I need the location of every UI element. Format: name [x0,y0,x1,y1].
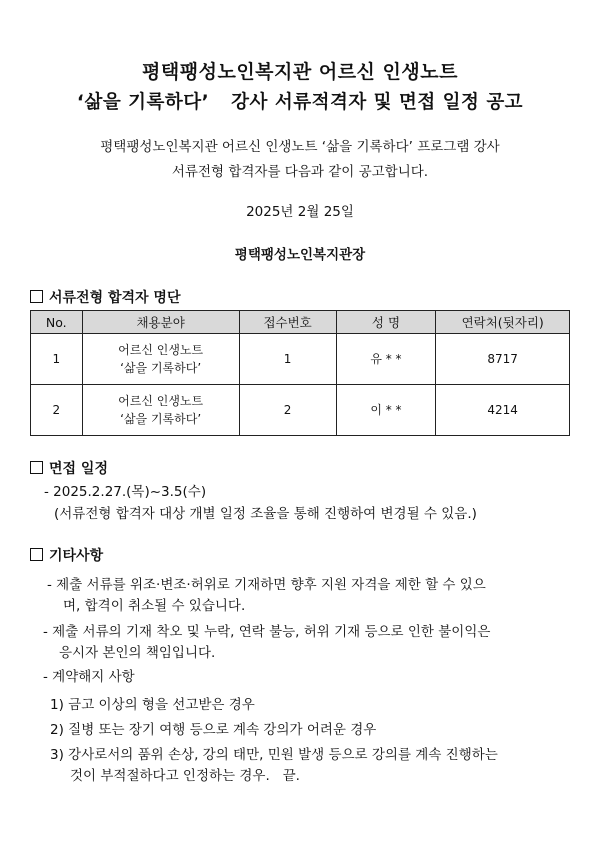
notice-item-responsibility [43,622,577,664]
interview-schedule: - 2025.2.27.(목)~3.5(수) [44,484,207,500]
field-line-1: 어르신 인생노트 [118,343,204,357]
notice-line [50,766,576,787]
cell-phone: 8717 [436,334,570,385]
passers-table [30,310,570,436]
col-field: 채용분야 [82,311,239,334]
cell-receipt: 1 [239,334,336,385]
table-row [31,385,570,436]
section-heading-text: 서류전형 합격자 명단 [49,290,181,306]
notice-item-forgery [47,575,577,617]
cell-field [82,334,239,385]
termination-case-1: 1) 금고 이상의 형을 선고받은 경우 [50,697,255,713]
field-line-2: ‘삶을 기록하다’ [120,412,202,426]
field-line-2: ‘삶을 기록하다’ [120,361,202,375]
organization-signature: 평택팽성노인복지관장 [234,247,366,263]
program-name-quote: ‘삶을 기록하다’ [76,92,210,113]
table-header-row [31,311,570,334]
cell-name: 유 * * [336,334,436,385]
cell-no: 2 [31,385,83,436]
col-phone: 연락처(뒷자리) [436,311,570,334]
title-announcement: 강사 서류적격자 및 면접 일정 공고 [231,92,524,113]
cell-receipt: 2 [239,385,336,436]
checkbox-square-icon [30,461,43,474]
col-receipt: 접수번호 [239,311,336,334]
termination-case-2: 2) 질병 또는 장기 여행 등으로 계속 강의가 어려운 경우 [50,722,377,738]
cell-phone: 4214 [436,385,570,436]
cell-name: 이 * * [336,385,436,436]
title-line-1: 평택팽성노인복지관 어르신 인생노트 [142,61,458,83]
section-heading-other [30,545,103,565]
checkbox-square-icon [30,290,43,303]
title-line-2 [0,88,600,114]
cell-no: 1 [31,334,83,385]
end-mark: 끝. [282,768,300,784]
notice-line: 3) 강사로서의 품위 손상, 강의 태만, 민원 발생 등으로 강의를 계속 진행하는 [50,747,498,763]
section-heading-interview [30,458,108,478]
table-row [31,334,570,385]
col-name: 성 명 [336,311,436,334]
intro-line-1: 평택팽성노인복지관 어르신 인생노트 ‘삶을 기록하다’ 프로그램 강사 [100,139,500,155]
field-line-1: 어르신 인생노트 [118,394,204,408]
col-no: No. [31,311,83,334]
notice-line: - 제출 서류를 위조·변조·허위로 기재하면 향후 지원 자격을 제한 할 수 있으 [47,577,486,593]
notice-line: 응시자 본인의 책임입니다. [59,645,216,661]
interview-note: (서류전형 합격자 대상 개별 일정 조율을 통해 진행하여 변경될 수 있음.) [54,506,477,522]
announcement-date: 2025년 2월 25일 [246,204,354,220]
notice-line: - 제출 서류의 기재 착오 및 누락, 연락 불능, 허위 기재 등으로 인한 불이익은 [43,624,491,640]
notice-item-termination: - 계약해지 사항 [43,669,135,685]
intro-line-2: 서류전형 합격자를 다음과 같이 공고합니다. [171,164,429,180]
section-heading-passers [30,287,180,307]
termination-case-3 [50,745,576,787]
section-heading-text: 면접 일정 [49,461,108,477]
case-3-text: 것이 부적절하다고 인정하는 경우. [70,768,270,784]
checkbox-square-icon [30,548,43,561]
section-heading-text: 기타사항 [49,548,104,564]
cell-field [82,385,239,436]
notice-line: 며, 합격이 취소될 수 있습니다. [63,598,246,614]
